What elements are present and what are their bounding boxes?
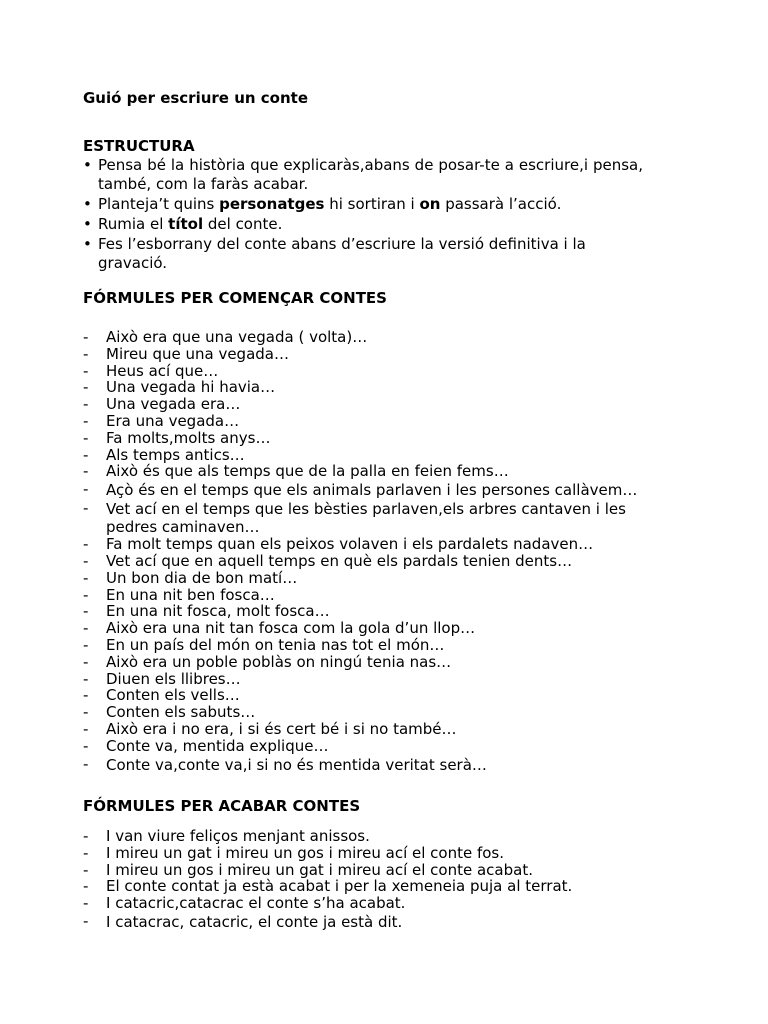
- start-formula-item: [83, 363, 643, 380]
- end-formula-item: [83, 828, 643, 845]
- text-span: passarà l’acció.: [440, 195, 562, 213]
- formula-text: Això era que una vegada ( volta)…: [106, 328, 368, 346]
- text-span: Rumia el: [98, 215, 169, 233]
- start-formula-item: [83, 480, 643, 499]
- formula-text: Conte va, mentida explique…: [106, 736, 329, 755]
- bold-text: on: [419, 195, 441, 213]
- dash-marker: -: [83, 395, 89, 414]
- dash-marker: -: [83, 843, 89, 862]
- formula-text: Això era i no era, i si és cert bé i si no també…: [106, 719, 457, 738]
- formula-text: I catacrac, catacric, el conte ja està dit.: [106, 912, 403, 931]
- structure-bullet-item: [83, 215, 643, 234]
- start-formula-item: [83, 738, 643, 755]
- document-title: Guió per escriure un conte: [83, 89, 308, 107]
- start-formula-item: [83, 570, 643, 587]
- bold-text: títol: [168, 215, 204, 233]
- start-formula-item: [83, 499, 643, 536]
- dash-marker: -: [83, 619, 89, 638]
- start-formula-item: [83, 687, 643, 704]
- dash-marker: -: [83, 703, 89, 722]
- start-formula-item: [83, 329, 643, 346]
- start-formula-item: [83, 654, 643, 671]
- structure-bullet-item: [83, 195, 643, 214]
- formula-text: Conten els sabuts…: [106, 703, 256, 722]
- formula-text: Era una vegada…: [106, 411, 240, 430]
- start-formula-item: [83, 620, 643, 637]
- dash-marker: -: [83, 860, 89, 879]
- formula-text: Vet ací en el temps que les bèsties parlaven,els arbres cantaven i les pedres caminaven…: [106, 500, 626, 537]
- dash-marker: -: [83, 602, 89, 621]
- start-formula-item: [83, 536, 643, 553]
- formula-text: En una nit ben fosca…: [106, 585, 275, 604]
- start-formula-item: [83, 603, 643, 620]
- dash-marker: -: [83, 480, 89, 499]
- dash-marker: -: [83, 499, 89, 518]
- start-formula-item: [83, 671, 643, 688]
- structure-bullet-list: [83, 156, 643, 274]
- text-span: Fes l’esborrany del conte abans d’escriure la versió definitiva i la gravació.: [98, 235, 586, 272]
- start-formula-item: [83, 755, 643, 774]
- start-formula-item: [83, 463, 643, 480]
- formula-text: Una vegada era…: [106, 395, 241, 414]
- formula-text: Mireu que una vegada…: [106, 344, 289, 363]
- dash-marker: -: [83, 361, 89, 380]
- bullet-dot-icon: •: [83, 235, 92, 253]
- formula-text: I catacric,catacrac el conte s’ha acabat.: [106, 894, 406, 913]
- formula-text: Això és que als temps que de la palla en feien fems…: [106, 462, 509, 481]
- dash-marker: -: [83, 535, 89, 554]
- dash-marker: -: [83, 428, 89, 447]
- end-formula-item: [83, 862, 643, 879]
- formula-text: En una nit fosca, molt fosca…: [106, 602, 330, 621]
- formula-text: Heus ací que…: [106, 361, 219, 380]
- start-formula-item: [83, 430, 643, 447]
- start-formula-item: [83, 704, 643, 721]
- dash-marker: -: [83, 754, 89, 773]
- formula-text: En un país del món on tenia nas tot el món…: [106, 635, 445, 654]
- start-formula-item: [83, 346, 643, 363]
- formula-text: Conte va,conte va,i si no és mentida veritat serà…: [106, 755, 487, 774]
- text-span: Planteja’t quins: [98, 195, 220, 213]
- formula-text: Vet ací que en aquell temps en què els pardals tenien dents…: [106, 551, 573, 570]
- dash-marker: -: [83, 462, 89, 481]
- dash-marker: -: [83, 445, 89, 464]
- start-formula-item: [83, 587, 643, 604]
- bullet-dot-icon: •: [83, 215, 92, 233]
- dash-marker: -: [83, 877, 89, 896]
- dash-marker: -: [83, 328, 89, 346]
- formula-text: I mireu un gat i mireu un gos i mireu ací el conte fos.: [106, 843, 505, 862]
- end-formula-item: [83, 912, 643, 931]
- structure-bullet-item: [83, 156, 643, 194]
- dash-marker: -: [83, 736, 89, 755]
- dash-marker: -: [83, 827, 89, 845]
- formula-text: Fa molts,molts anys…: [106, 428, 271, 447]
- formula-text: Açò és en el temps que els animals parlaven i les persones callàvem…: [106, 481, 638, 500]
- end-formula-item: [83, 878, 643, 895]
- dash-marker: -: [83, 568, 89, 587]
- dash-marker: -: [83, 911, 89, 930]
- formula-text: Un bon dia de bon matí…: [106, 568, 298, 587]
- dash-marker: -: [83, 585, 89, 604]
- formula-text: Això era un poble poblàs on ningú tenia nas…: [106, 652, 452, 671]
- end-formula-item: [83, 895, 643, 912]
- start-formula-item: [83, 553, 643, 570]
- formula-text: I mireu un gos i mireu un gat i mireu ací el conte acabat.: [106, 860, 533, 879]
- dash-marker: -: [83, 411, 89, 430]
- end-formula-item: [83, 845, 643, 862]
- formula-text: Diuen els llibres…: [106, 669, 241, 688]
- structure-heading: ESTRUCTURA: [83, 137, 195, 155]
- dash-marker: -: [83, 686, 89, 705]
- dash-marker: -: [83, 344, 89, 363]
- dash-marker: -: [83, 894, 89, 913]
- start-formulas-heading: FÓRMULES PER COMENÇAR CONTES: [83, 289, 387, 307]
- end-formulas-list: [83, 828, 643, 931]
- start-formula-item: [83, 396, 643, 413]
- formula-text: Als temps antics…: [106, 445, 245, 464]
- start-formula-item: [83, 379, 643, 396]
- formula-text: Això era una nit tan fosca com la gola d’un llop…: [106, 619, 476, 638]
- start-formula-item: [83, 637, 643, 654]
- text-span: del conte.: [203, 215, 283, 233]
- formula-text: Una vegada hi havia…: [106, 378, 276, 397]
- formula-text: Conten els vells…: [106, 686, 240, 705]
- start-formula-item: [83, 721, 643, 738]
- formula-text: El conte contat ja està acabat i per la xemeneia puja al terrat.: [106, 877, 573, 896]
- formula-text: Fa molt temps quan els peixos volaven i els pardalets nadaven…: [106, 535, 594, 554]
- dash-marker: -: [83, 635, 89, 654]
- bullet-dot-icon: •: [83, 195, 92, 213]
- structure-bullet-item: [83, 235, 643, 273]
- start-formula-item: [83, 413, 643, 430]
- start-formulas-list: [83, 329, 643, 774]
- bold-text: personatges: [219, 195, 325, 213]
- end-formulas-heading: FÓRMULES PER ACABAR CONTES: [83, 797, 361, 815]
- formula-text: I van viure feliços menjant anissos.: [106, 827, 370, 845]
- dash-marker: -: [83, 378, 89, 397]
- dash-marker: -: [83, 669, 89, 688]
- dash-marker: -: [83, 551, 89, 570]
- text-span: hi sortiran i: [324, 195, 420, 213]
- start-formula-item: [83, 447, 643, 464]
- text-span: Pensa bé la història que explicaràs,abans de posar-te a escriure,i pensa, també, com la faràs acabar.: [98, 156, 643, 193]
- dash-marker: -: [83, 719, 89, 738]
- dash-marker: -: [83, 652, 89, 671]
- bullet-dot-icon: •: [83, 156, 92, 174]
